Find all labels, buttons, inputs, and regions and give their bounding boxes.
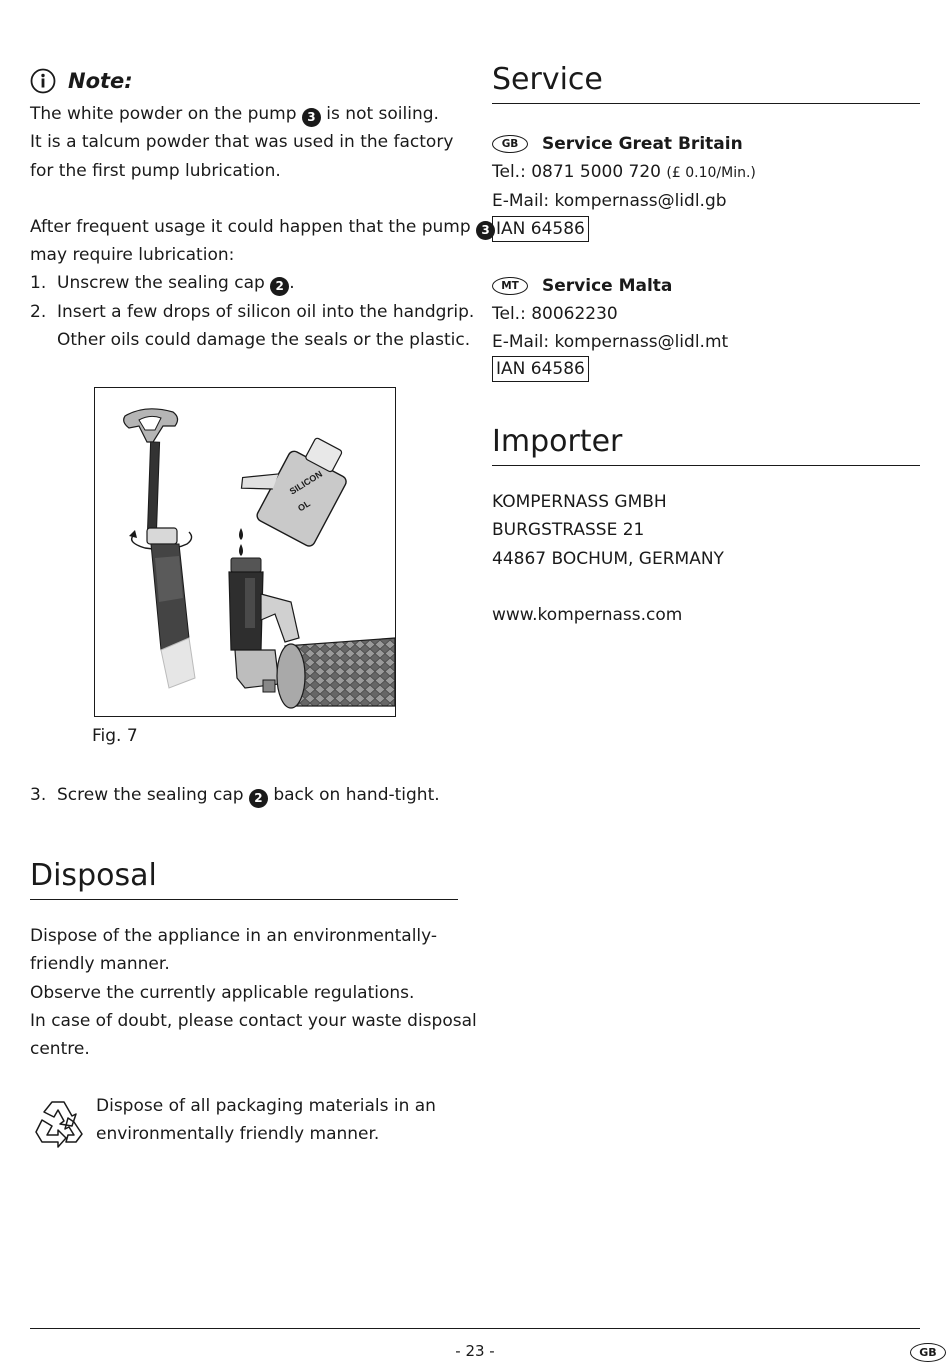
service-mt-tel: Tel.: 80062230: [492, 303, 618, 324]
note-title: Note:: [68, 69, 133, 93]
service-gb: [492, 130, 922, 242]
step-1: [30, 269, 460, 297]
website-link[interactable]: www.kompernass.com: [492, 605, 683, 626]
disposal-line: centre.: [30, 1039, 90, 1060]
service-gb-tel: [492, 158, 922, 187]
lubrication-intro-2: may require lubrication:: [30, 245, 235, 266]
disposal-line: friendly manner.: [30, 954, 170, 975]
left-column: [30, 62, 490, 1145]
service-mt-email: E-Mail: kompernass@lidl.mt: [492, 331, 729, 352]
packaging-line: Dispose of all packaging materials in an: [96, 1096, 436, 1116]
step-text: .: [289, 273, 295, 294]
intro-text: After frequent usage it could happen that the pump: [30, 216, 477, 237]
part-number-badge: 2: [249, 789, 268, 808]
service-mt: [492, 272, 922, 383]
disposal-line: Observe the currently applicable regulations.: [30, 982, 415, 1003]
step-text: Other oils could damage the seals or the plastic.: [57, 330, 471, 351]
step-number: 1.: [30, 273, 47, 294]
footer-divider: [30, 1328, 920, 1329]
disposal-heading: Disposal: [30, 858, 458, 900]
importer-address: [492, 488, 922, 629]
service-gb-title: Service Great Britain: [542, 134, 743, 154]
packaging-line: environmentally friendly manner.: [96, 1124, 380, 1145]
ian-number-box: IAN 64586: [492, 216, 589, 242]
disposal-line: Dispose of the appliance in an environmentally-: [30, 926, 438, 946]
address-line: 44867 BOCHUM, GERMANY: [492, 548, 724, 569]
step-3: [30, 781, 470, 809]
step-number: 3.: [30, 785, 47, 805]
tel-rate: (£ 0.10/Min.): [666, 165, 756, 181]
right-column: [492, 62, 922, 629]
note-heading: [30, 62, 460, 100]
service-heading: Service: [492, 62, 920, 104]
disposal-section: [30, 858, 477, 1063]
note-line-2: It is a talcum powder that was used in the factory: [30, 132, 454, 153]
importer-heading: Importer: [492, 424, 920, 466]
service-gb-email: E-Mail: kompernass@lidl.gb: [492, 191, 727, 212]
packaging-disposal-note: [30, 1092, 436, 1150]
step-text: Screw the sealing cap: [57, 785, 249, 805]
address-line: KOMPERNASS GMBH: [492, 492, 667, 513]
bottle-label: SILICON: [287, 468, 325, 497]
note-text: is not soiling.: [320, 104, 439, 124]
step-2: [30, 298, 475, 355]
country-badge-mt: MT: [492, 277, 528, 295]
country-badge-gb: GB: [492, 135, 528, 153]
note-line-1: [30, 100, 460, 128]
service-mt-title: Service Malta: [542, 275, 673, 296]
bottle-label: OL: [296, 498, 312, 514]
part-number-badge: 2: [270, 277, 289, 296]
recycle-icon: [30, 1094, 86, 1150]
disposal-line: In case of doubt, please contact your waste disposal: [30, 1010, 477, 1031]
info-icon: [30, 68, 56, 94]
figure-7-illustration: [94, 387, 396, 717]
ian-number-box: IAN 64586: [492, 356, 589, 382]
figure-caption: Fig. 7: [92, 726, 138, 746]
note-line-3: for the first pump lubrication.: [30, 160, 281, 181]
step-text: Unscrew the sealing cap: [57, 273, 271, 294]
note-text: The white powder on the pump: [30, 104, 302, 124]
lubrication-intro: [30, 213, 490, 241]
footer-country-badge: GB: [910, 1343, 946, 1362]
address-line: BURGSTRASSE 21: [492, 520, 645, 541]
part-number-badge: 3: [302, 108, 321, 127]
step-number: 2.: [30, 301, 47, 322]
step-text: Insert a few drops of silicon oil into the handgrip.: [57, 301, 475, 322]
pump-lubrication-drawing: [95, 388, 395, 716]
page-number: - 23 -: [455, 1342, 495, 1360]
step-text: back on hand-tight.: [267, 785, 440, 805]
part-number-badge: 3: [476, 221, 495, 240]
tel-number: Tel.: 0871 5000 720: [492, 162, 661, 182]
